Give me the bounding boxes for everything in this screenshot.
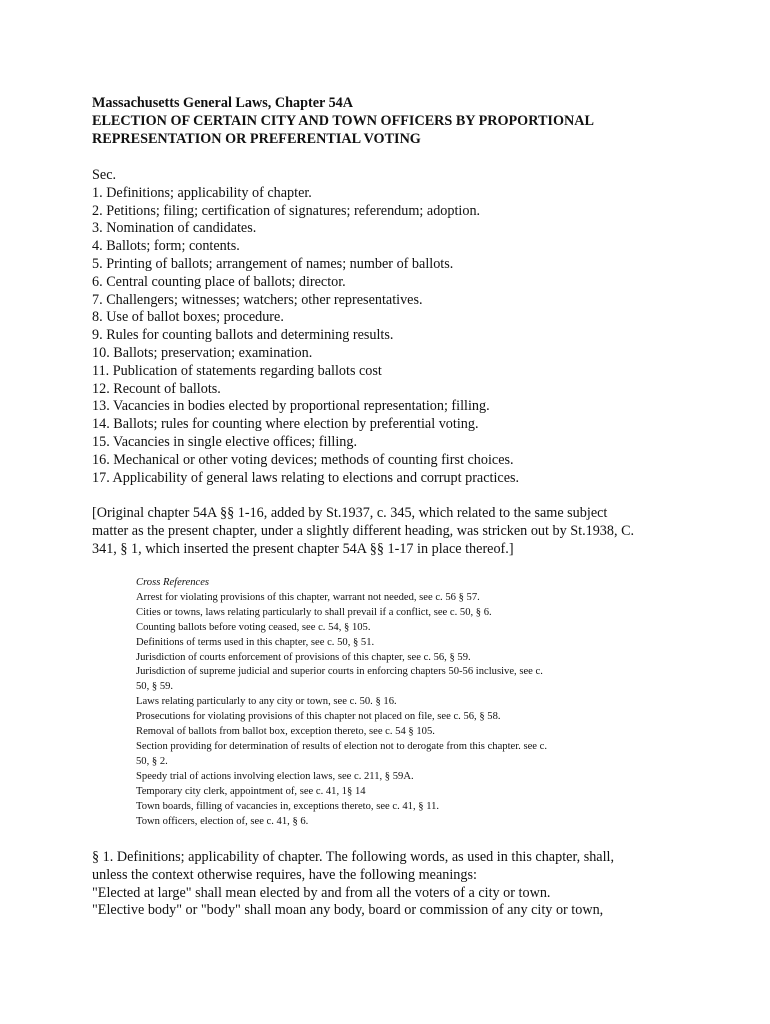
document-heading — [92, 95, 732, 148]
section-index-item: 12. Recount of ballots. — [92, 380, 221, 397]
section-index-item: 11. Publication of statements regarding ballots cost — [92, 362, 382, 379]
cross-reference-line: Jurisdiction of supreme judicial and superior courts in enforcing chapters 50-56 inclusive, see c. — [136, 666, 543, 678]
section-1-definitions — [92, 849, 742, 920]
section-index-item: 15. Vacancies in single elective offices; filling. — [92, 433, 358, 450]
cross-reference-line: Town officers, election of, see c. 41, § 6. — [136, 815, 309, 827]
cross-reference-line: Jurisdiction of courts enforcement of provisions of this chapter, see c. 56, § 59. — [136, 651, 471, 663]
cross-reference-line: Cities or towns, laws relating particularly to shall prevail if a conflict, see c. 50, § 6. — [136, 606, 492, 618]
section-index-item: 7. Challengers; witnesses; watchers; other representatives. — [92, 291, 423, 308]
section-index-item: 17. Applicability of general laws relating to elections and corrupt practices. — [92, 469, 520, 486]
section-index-item: 4. Ballots; form; contents. — [92, 238, 240, 255]
cross-references-title: Cross References — [136, 577, 210, 588]
section-index-item: 14. Ballots; rules for counting where election by preferential voting. — [92, 416, 479, 433]
section-index-item: 8. Use of ballot boxes; procedure. — [92, 309, 284, 326]
cross-reference-line: Definitions of terms used in this chapter, see c. 50, § 51. — [136, 636, 375, 648]
section-index-item: 10. Ballots; preservation; examination. — [92, 344, 313, 361]
section-index-item: 2. Petitions; filing; certification of signatures; referendum; adoption. — [92, 202, 481, 219]
note-line: matter as the present chapter, under a slightly different heading, was stricken out by St.1938, C. — [92, 522, 635, 539]
section-index-item: 1. Definitions; applicability of chapter. — [92, 184, 312, 201]
section-index-item: 5. Printing of ballots; arrangement of names; number of ballots. — [92, 255, 454, 272]
cross-reference-line: Section providing for determination of results of election not to derogate from this chapter. see c. — [136, 740, 547, 752]
cross-references — [136, 576, 656, 829]
section-index-item: 9. Rules for counting ballots and determining results. — [92, 327, 394, 344]
note-line: [Original chapter 54A §§ 1-16, added by St.1937, c. 345, which related to the same subject — [92, 505, 608, 521]
cross-reference-line: 50, § 2. — [136, 755, 168, 767]
section-index-item: 13. Vacancies in bodies elected by proportional representation; filling. — [92, 398, 490, 415]
note-line: 341, § 1, which inserted the present chapter 54A §§ 1-17 in place thereof.] — [92, 540, 514, 557]
cross-reference-line: Speedy trial of actions involving election laws, see c. 211, § 59A. — [136, 770, 414, 782]
chapter-subtitle-line-1: ELECTION OF CERTAIN CITY AND TOWN OFFICERS BY PROPORTIONAL — [92, 112, 594, 129]
cross-reference-line: Prosecutions for violating provisions of this chapter not placed on file, see c. 56, § 58. — [136, 711, 501, 723]
cross-reference-line: Laws relating particularly to any city or town, see c. 50. § 16. — [136, 696, 397, 708]
definitions-line: unless the context otherwise requires, have the following meanings: — [92, 866, 477, 883]
section-index-label: Sec. — [92, 167, 117, 183]
definitions-line: "Elected at large" shall mean elected by and from all the voters of a city or town. — [92, 884, 551, 901]
chapter-subtitle-line-2: REPRESENTATION OR PREFERENTIAL VOTING — [92, 130, 421, 147]
section-index-item: 6. Central counting place of ballots; director. — [92, 273, 346, 290]
cross-reference-line: Town boards, filling of vacancies in, exceptions thereto, see c. 41, § 11. — [136, 800, 440, 812]
cross-reference-line: Temporary city clerk, appointment of, see c. 41, 1§ 14 — [136, 785, 366, 797]
section-index-item: 3. Nomination of candidates. — [92, 220, 257, 237]
section-index-item: 16. Mechanical or other voting devices; methods of counting first choices. — [92, 451, 514, 468]
chapter-title: Massachusetts General Laws, Chapter 54A — [92, 95, 354, 111]
section-index — [92, 167, 732, 487]
original-chapter-note — [92, 505, 742, 558]
cross-reference-line: Arrest for violating provisions of this chapter, warrant not needed, see c. 56 § 57. — [136, 591, 480, 603]
cross-reference-line: Counting ballots before voting ceased, see c. 54, § 105. — [136, 621, 371, 633]
definitions-line: "Elective body" or "body" shall moan any body, board or commission of any city or town, — [92, 902, 604, 919]
cross-reference-line: Removal of ballots from ballot box, exception thereto, see c. 54 § 105. — [136, 726, 435, 738]
definitions-line: § 1. Definitions; applicability of chapter. The following words, as used in this chapter, shall, — [92, 849, 615, 865]
cross-reference-line: 50, § 59. — [136, 681, 174, 693]
